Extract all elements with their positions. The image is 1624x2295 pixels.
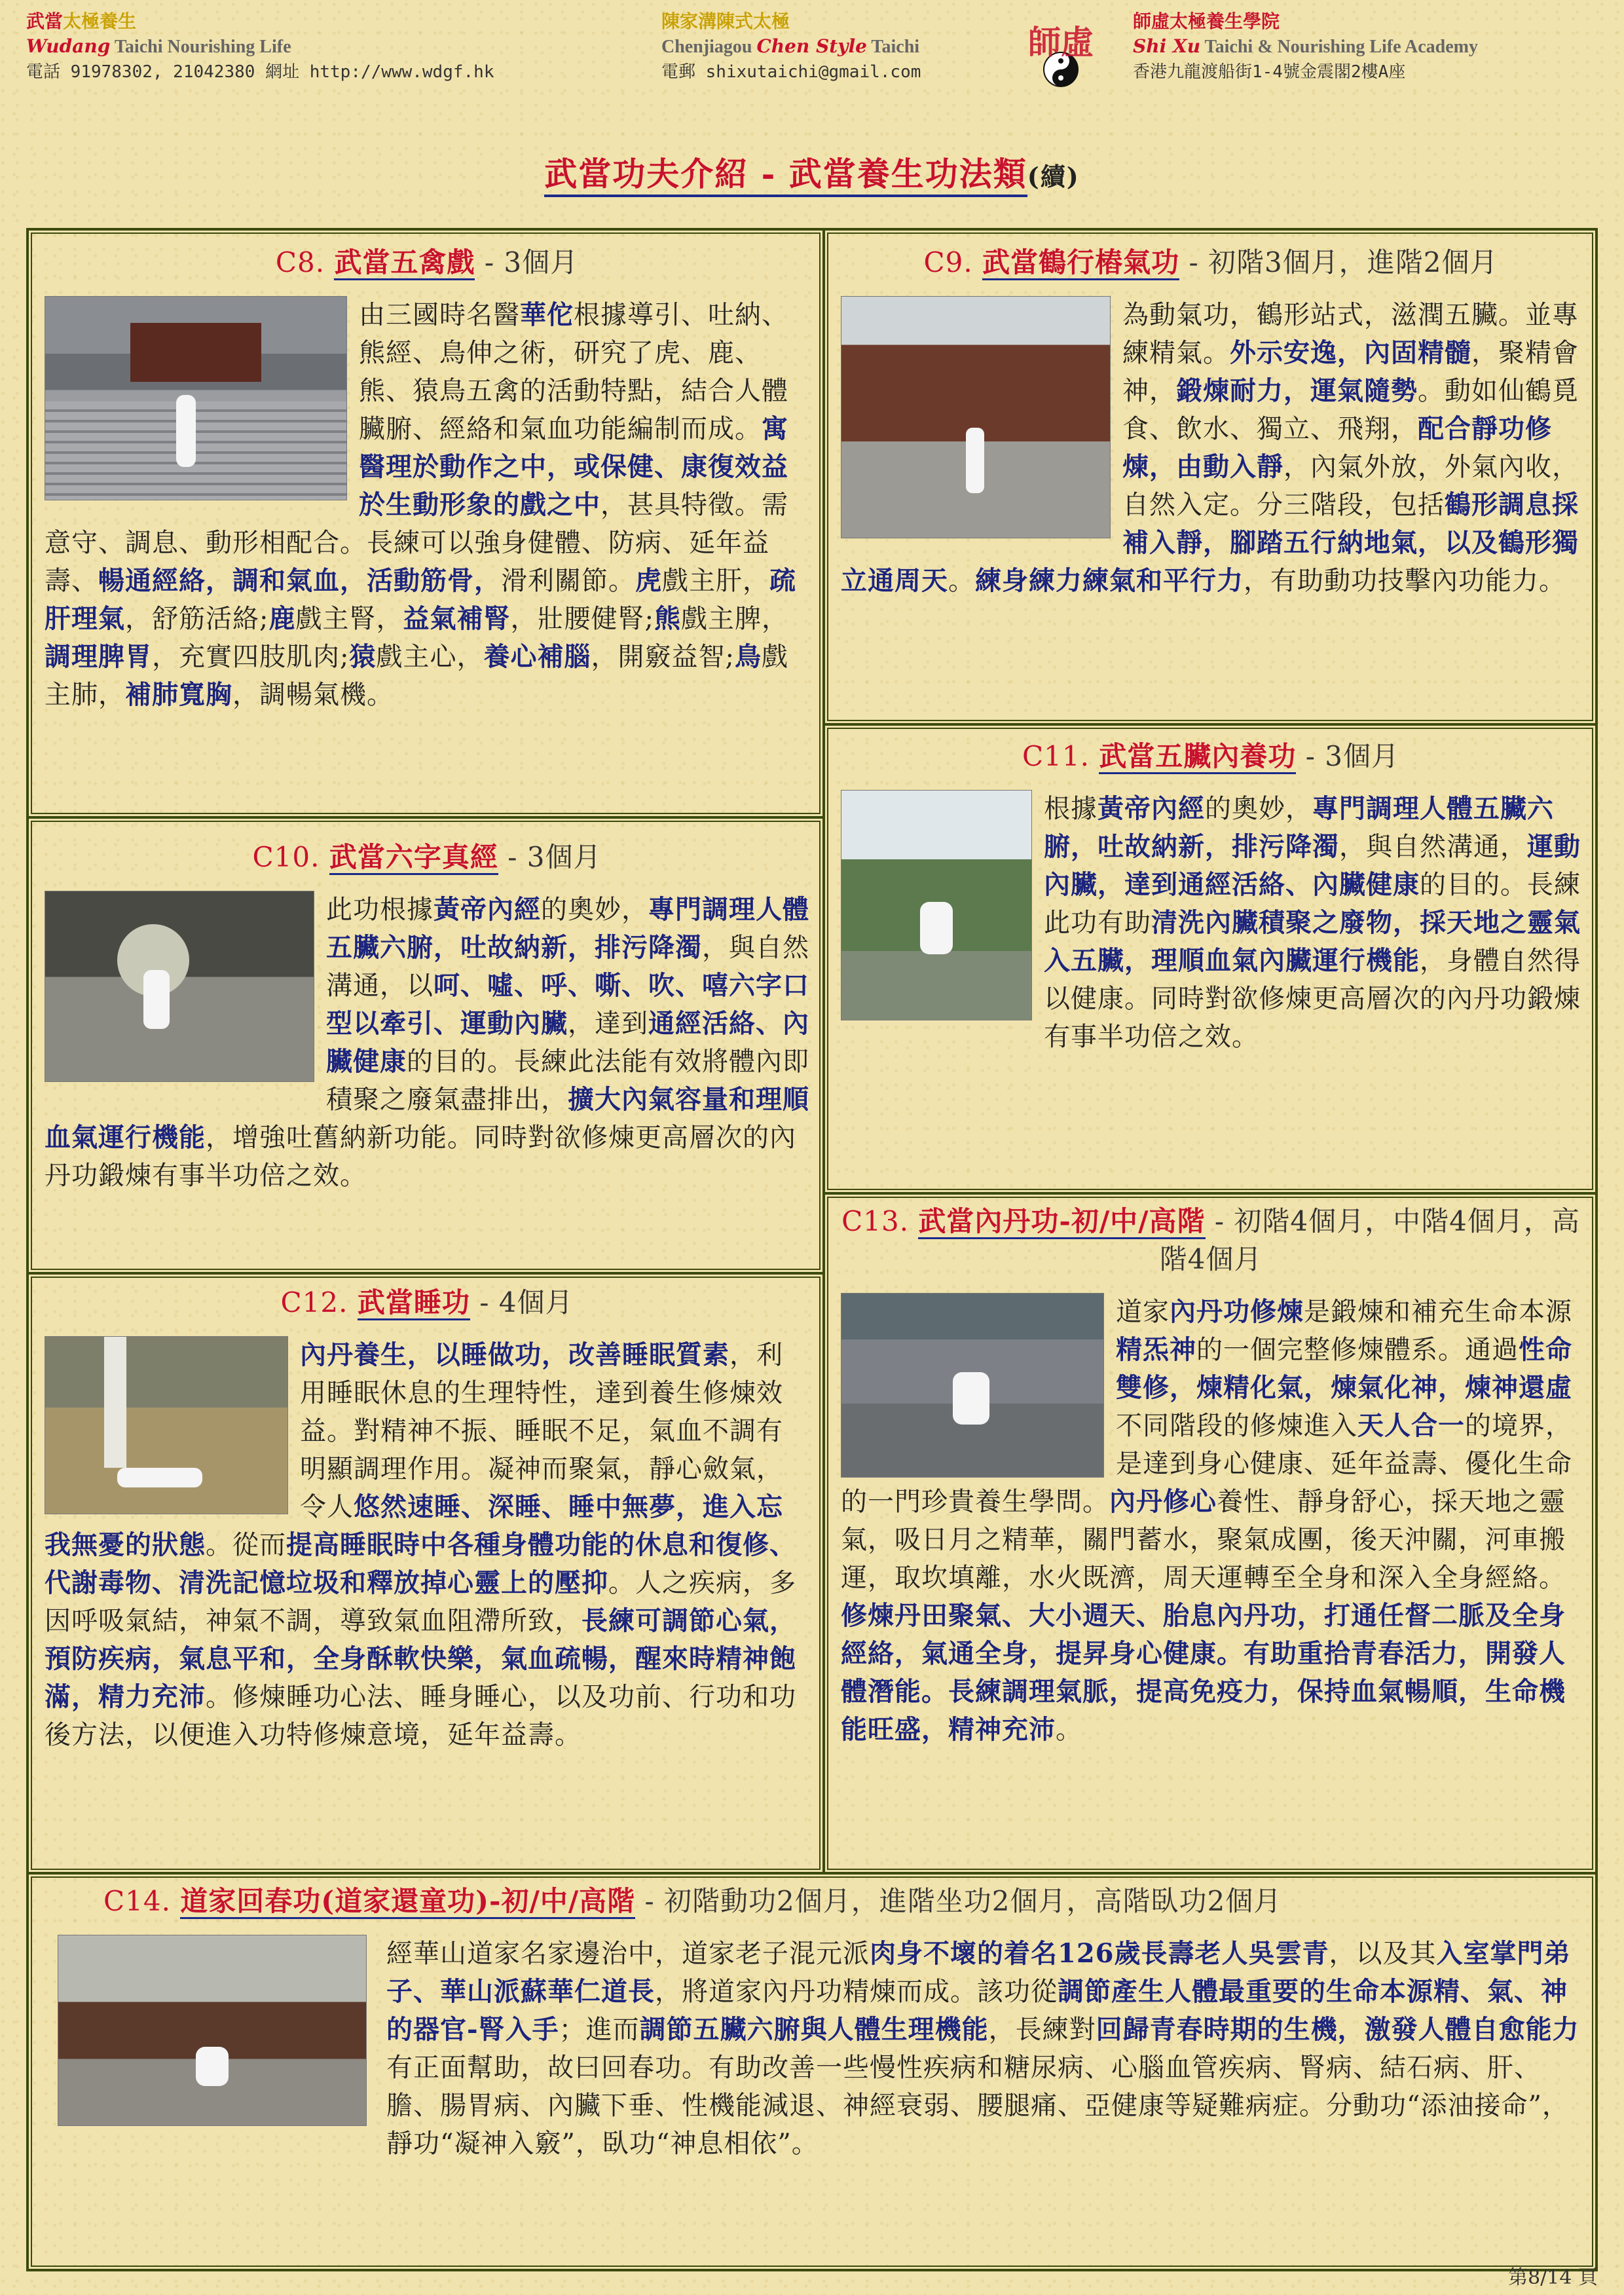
c8-name: 武當五禽戲: [334, 246, 475, 280]
c11-run: 根據: [1044, 794, 1098, 824]
c8-run: 調理脾胃: [45, 641, 152, 672]
c8-run: 戲主脾，: [680, 604, 788, 634]
c8-run: ，舒筋活絡;: [125, 604, 269, 634]
c13-run: 是鍛煉和補充生命本源: [1304, 1297, 1572, 1327]
c14-run: ，以及其: [1329, 1939, 1437, 1969]
c8-run: 益氣補腎: [403, 603, 511, 634]
header-mid-contact: 電郵 shixutaichi@gmail.com: [661, 62, 921, 82]
header-left: [26, 9, 494, 84]
header-left-en-a: Wudang: [26, 35, 111, 57]
header-left-cn-a: 武當: [26, 10, 64, 32]
c9-run: 鍛煉耐力，運氣隨勢: [1176, 375, 1418, 406]
c13-run: 。: [1056, 1715, 1082, 1745]
c13-run: 修煉丹田聚氣、大小週天、胎息內丹功，打通任督二脈及全身經絡，氣通全身，提昇身心健康。有助重拾青春活力，開發人體潛能。長練調理氣脈，提高免疫力，保持血氣暢順，生命機能旺盛，精神充沛: [841, 1600, 1566, 1745]
header-mid-en-a: Chenjiagou: [661, 37, 757, 57]
page-title-main: 武當功夫介紹 - 武當養生功法類: [544, 155, 1027, 197]
c9-run: 。動如仙鶴覓食、飲水、獨立、飛翔，: [1122, 376, 1579, 444]
c8-run: ，調暢氣機。: [232, 680, 394, 710]
c13-run: 的境界，是達到身心健康、延年益壽、優化生命的一門珍貴養生學問。: [841, 1411, 1572, 1517]
c9-heading: [841, 244, 1581, 282]
c13-code: C13.: [841, 1205, 910, 1237]
c8-run: 華佗: [520, 299, 574, 330]
c8-duration: - 3個月: [475, 246, 579, 278]
c12-run: 。人之疾病，多因呼吸氣結，神氣不調，導致氣血阻滯所致，: [45, 1568, 796, 1636]
c13-run: 道家: [1116, 1297, 1170, 1327]
c13-run: 的一個完整修煉體系。通過: [1196, 1335, 1519, 1365]
c14-code: C14.: [103, 1885, 171, 1917]
c11-run: 清洗內臟積聚之廢物，採天地之靈氣入五臟，理順血氣內臟運行機能: [1044, 907, 1581, 976]
c11-run: ，身體自然得以健康。同時對欲修煉更高層次的內丹功鍛煉有事半功倍之效。: [1044, 946, 1581, 1052]
c14-photo: [58, 1935, 367, 2126]
c13-run: 性命雙修，煉精化氣，煉氣化神，煉神還虛: [1116, 1334, 1572, 1403]
header-middle: [661, 9, 921, 84]
c10-run: 專門調理人體五臟六腑，吐故納新，排污降濁: [326, 894, 809, 963]
header-right-en-b: Taichi & Nourishing Life Academy: [1200, 37, 1478, 57]
c10-run: 擴大內氣容量和理順血氣運行機能: [45, 1084, 809, 1153]
c10-run: 呵、噓、呼、嘶、吹、嘻六字口型以牽引、運動內臟: [326, 970, 809, 1039]
c14-run: ，將道家內丹功精煉而成。該功從: [655, 1977, 1058, 2007]
c11-run: 的奧妙，: [1205, 794, 1312, 824]
c10-run: 的目的。長練此法能有效將體內即積聚之廢氣盡排出，: [326, 1047, 809, 1115]
c8-photo: [45, 296, 347, 500]
header-right: [1133, 9, 1478, 84]
c9-run: ，內氣外放，外氣內收，自然入定。分三階段，包括: [1122, 452, 1579, 520]
c8-run: 疏肝理氣: [45, 565, 796, 634]
c12-run: 。修煉睡功心法、睡身睡心，以及功前、行功和功後方法，以便進入功特修煉意境，延年益壽。: [45, 1682, 796, 1750]
c9-run: ，有助動功技擊內功能力。: [1244, 566, 1566, 596]
c10-run: ，增強吐舊納新功能。同時對欲修煉更高層次的內丹功鍛煉有事半功倍之效。: [45, 1123, 796, 1191]
c8-run: 寓醫理於動作之中，或保健、康復效益於生動形象的戲之中: [359, 413, 788, 520]
header-left-cn-b: 太極養生: [63, 10, 137, 32]
header-left-en-b: Taichi Nourishing Life: [110, 37, 291, 57]
c8-run: 戲主腎，: [295, 604, 403, 634]
c8-run: ，開竅益智;: [591, 642, 735, 672]
c8-run: ，充實四肢肌肉;: [152, 642, 350, 672]
header-mid-cn: 陳家溝陳式太極: [661, 10, 790, 32]
c12-run: 長練可調節心氣，預防疾病，氣息平和，全身酥軟快樂，氣血疏暢，醒來時精神飽滿，精力充沛: [45, 1605, 796, 1712]
c8-heading: [45, 244, 809, 282]
c12-photo: [45, 1336, 288, 1514]
c8-run: 戲主心，: [376, 642, 484, 672]
c9-run: 鶴形調息採補入靜，腳踏五行納地氣，以及鶴形獨立通周天: [841, 489, 1579, 596]
c9-name: 武當鶴行樁氣功: [982, 246, 1179, 280]
c8-run: ，壯腰健腎;: [510, 604, 654, 634]
c8-run: 猿: [349, 641, 377, 672]
c8-run: 滑利關節。: [501, 566, 635, 596]
c13-heading: [841, 1203, 1581, 1278]
page-title: [0, 148, 1624, 195]
logo-text: 師虛: [1028, 23, 1094, 62]
c14-name: 道家回春功(道家還童功)-初/中/高階: [180, 1885, 635, 1919]
c10-run: ，達到: [568, 1009, 648, 1039]
c12-run: 內丹養生，以睡做功，改善睡眠質素: [300, 1339, 729, 1370]
header-mid-en-c: Taichi: [866, 37, 920, 57]
c11-code: C11.: [1022, 740, 1090, 772]
c11-duration: - 3個月: [1296, 740, 1399, 772]
c9-run: 。: [948, 566, 975, 596]
c11-run: 的目的。長練此功有助: [1044, 870, 1581, 938]
c8-run: 鳥: [734, 641, 762, 672]
c12-run: 悠然速睡、深睡、睡中無夢，進入忘我無憂的狀態: [45, 1491, 783, 1560]
page-title-suffix: (續): [1027, 162, 1080, 191]
c12-run: ，利用睡眠休息的生理特性，達到養生修煉效益。對精神不振、睡眠不足，氣血不調有明顯調理作用。凝神而聚氣，靜心斂氣，令人: [300, 1340, 783, 1522]
c13-run: 不同階段的修煉進入: [1116, 1411, 1357, 1441]
c10-name: 武當六字真經: [329, 841, 498, 875]
c14-run: 有正面幫助，故曰回春功。有助改善一些慢性疾病和糖尿病、心腦血管疾病、腎病、結石病、肝、膽、腸胃病、內臟下垂、性機能減退、神經衰弱、腰腿痛、亞健康等疑難病症。分動功“添油接命”，靜功“凝神入竅”，臥功“神息相依”。: [386, 2053, 1569, 2159]
c9-run: 外示安逸，內固精髓: [1230, 337, 1471, 368]
c13-name: 武當內丹功-初/中/高階: [918, 1205, 1205, 1239]
c14-run: 回歸青春時期的生機，激發人體自愈能力: [1096, 2014, 1579, 2045]
header-left-contact: 電話 91978302, 21042380 網址 http://www.wdgf.hk: [26, 62, 494, 82]
c8-run: 熊: [654, 603, 681, 634]
header-right-en-a: Shi Xu: [1133, 35, 1201, 57]
c12-code: C12.: [280, 1286, 348, 1318]
c14-run: ，長練對: [988, 2015, 1096, 2045]
c13-run: 精炁神: [1116, 1334, 1196, 1365]
c9-run: 為動氣功，鶴形站式，滋潤五臟。並專練精氣。: [1122, 300, 1579, 368]
header-mid-en-b: Chen Style: [756, 35, 867, 57]
c8-run: 根據導引、吐納、熊經、鳥伸之術，研究了虎、鹿、熊、猿鳥五禽的活動特點，結合人體臟腑、經絡和氣血功能編制而成。: [359, 300, 788, 444]
section-c9: [841, 244, 1581, 600]
c10-run: ，與自然溝通，以: [326, 933, 809, 1001]
c9-run: 配合靜功修煉，由動入靜: [1122, 413, 1552, 482]
c8-run: 鹿: [268, 603, 296, 634]
c10-run: 的奧妙，: [541, 895, 648, 925]
c13-photo: [841, 1293, 1104, 1478]
c9-code: C9.: [923, 246, 973, 278]
c11-run: ，與自然溝通，: [1339, 832, 1527, 862]
c9-run: ，聚精會神，: [1122, 338, 1579, 406]
c9-run: 練身練力練氣和平行力: [975, 565, 1244, 596]
c13-run: 天人合一: [1357, 1410, 1465, 1441]
c12-run: 提高睡眠時中各種身體功能的休息和復修、代謝毒物、清洗記憶垃圾和釋放掉心靈上的壓抑: [45, 1529, 796, 1598]
c8-run: 戲主肝，: [662, 566, 769, 596]
c14-run: 入室掌門弟子、華山派蘇華仁道長: [386, 1938, 1571, 2007]
c10-run: 黃帝內經: [434, 894, 541, 925]
section-c12: [45, 1284, 809, 1754]
c13-run: 養性、靜身舒心，採天地之靈氣，吸日月之精華，關門蓄水，聚氣成團，後天沖關，河車搬運，取坎填離，水火既濟，周天運轉至全身和深入全身經絡。: [841, 1487, 1566, 1593]
c14-run: 調節五臟六腑與人體生理機能: [639, 2014, 989, 2045]
c12-run: 。從而: [206, 1530, 286, 1560]
page-header: [26, 9, 1598, 114]
c14-run: ；進而: [559, 2015, 640, 2045]
section-c11: [841, 737, 1581, 1056]
c11-name: 武當五臟內養功: [1099, 740, 1296, 774]
header-right-cn: 師虛太極養生學院: [1133, 10, 1280, 32]
c10-run: 通經活絡、內臟健康: [326, 1008, 809, 1077]
c13-run: 內丹修心: [1109, 1486, 1217, 1517]
c14-run: 調節產生人體最重要的生命本源精、氣、神的器官-腎入手: [386, 1976, 1568, 2045]
c14-run: 經華山道家名家邊治中，道家老子混元派: [386, 1939, 870, 1969]
c11-run: 專門調理人體五臟六腑，吐故納新，排污降濁: [1044, 793, 1554, 862]
c13-run: 內丹功修煉: [1170, 1296, 1304, 1327]
c8-run: 由三國時名醫: [359, 300, 520, 330]
c12-heading: [45, 1284, 809, 1322]
page-number: 第8/14 頁: [1508, 2266, 1598, 2289]
c14-duration: - 初階動功2個月，進階坐功2個月，高階臥功2個月: [635, 1885, 1282, 1917]
c11-heading: [841, 737, 1581, 775]
c11-photo: [841, 790, 1032, 1020]
c11-run: 黃帝內經: [1098, 793, 1205, 824]
c11-run: 運動內臟，達到通經活絡、內臟健康: [1044, 831, 1581, 900]
c12-duration: - 4個月: [470, 1286, 574, 1318]
c10-heading: [45, 838, 809, 876]
header-right-address: 香港九龍渡船街1-4號金震閣2樓A座: [1133, 62, 1406, 82]
c14-heading: [45, 1882, 1579, 1920]
c8-run: ，甚具特徵。需意守、調息、動形相配合。長練可以強身健體、防病、延年益壽、: [45, 490, 788, 596]
c8-run: 虎: [635, 565, 662, 596]
c8-run: 戲主肺，: [45, 642, 788, 710]
c10-run: 此功根據: [326, 895, 434, 925]
c10-duration: - 3個月: [498, 841, 602, 873]
c9-duration: - 初階3個月，進階2個月: [1179, 246, 1498, 278]
c9-photo: [841, 296, 1111, 538]
section-c8: [45, 244, 809, 714]
c12-name: 武當睡功: [358, 1286, 470, 1320]
c10-photo: [45, 891, 314, 1082]
c8-run: 養心補腦: [483, 641, 591, 672]
section-c14: [45, 1882, 1579, 2163]
section-c13: [841, 1203, 1581, 1749]
c14-run: 肉身不壞的着名126歲長壽老人吳雲青: [870, 1938, 1329, 1969]
c8-run: 暢通經絡，調和氣血，活動筋骨，: [98, 565, 501, 596]
academy-logo: [1022, 22, 1100, 107]
section-c10: [45, 838, 809, 1195]
c8-code: C8.: [275, 246, 325, 278]
c10-code: C10.: [252, 841, 320, 873]
c13-duration: - 初階4個月，中階4個月，高階4個月: [1159, 1205, 1580, 1275]
c8-run: 補肺寬胸: [125, 679, 232, 710]
